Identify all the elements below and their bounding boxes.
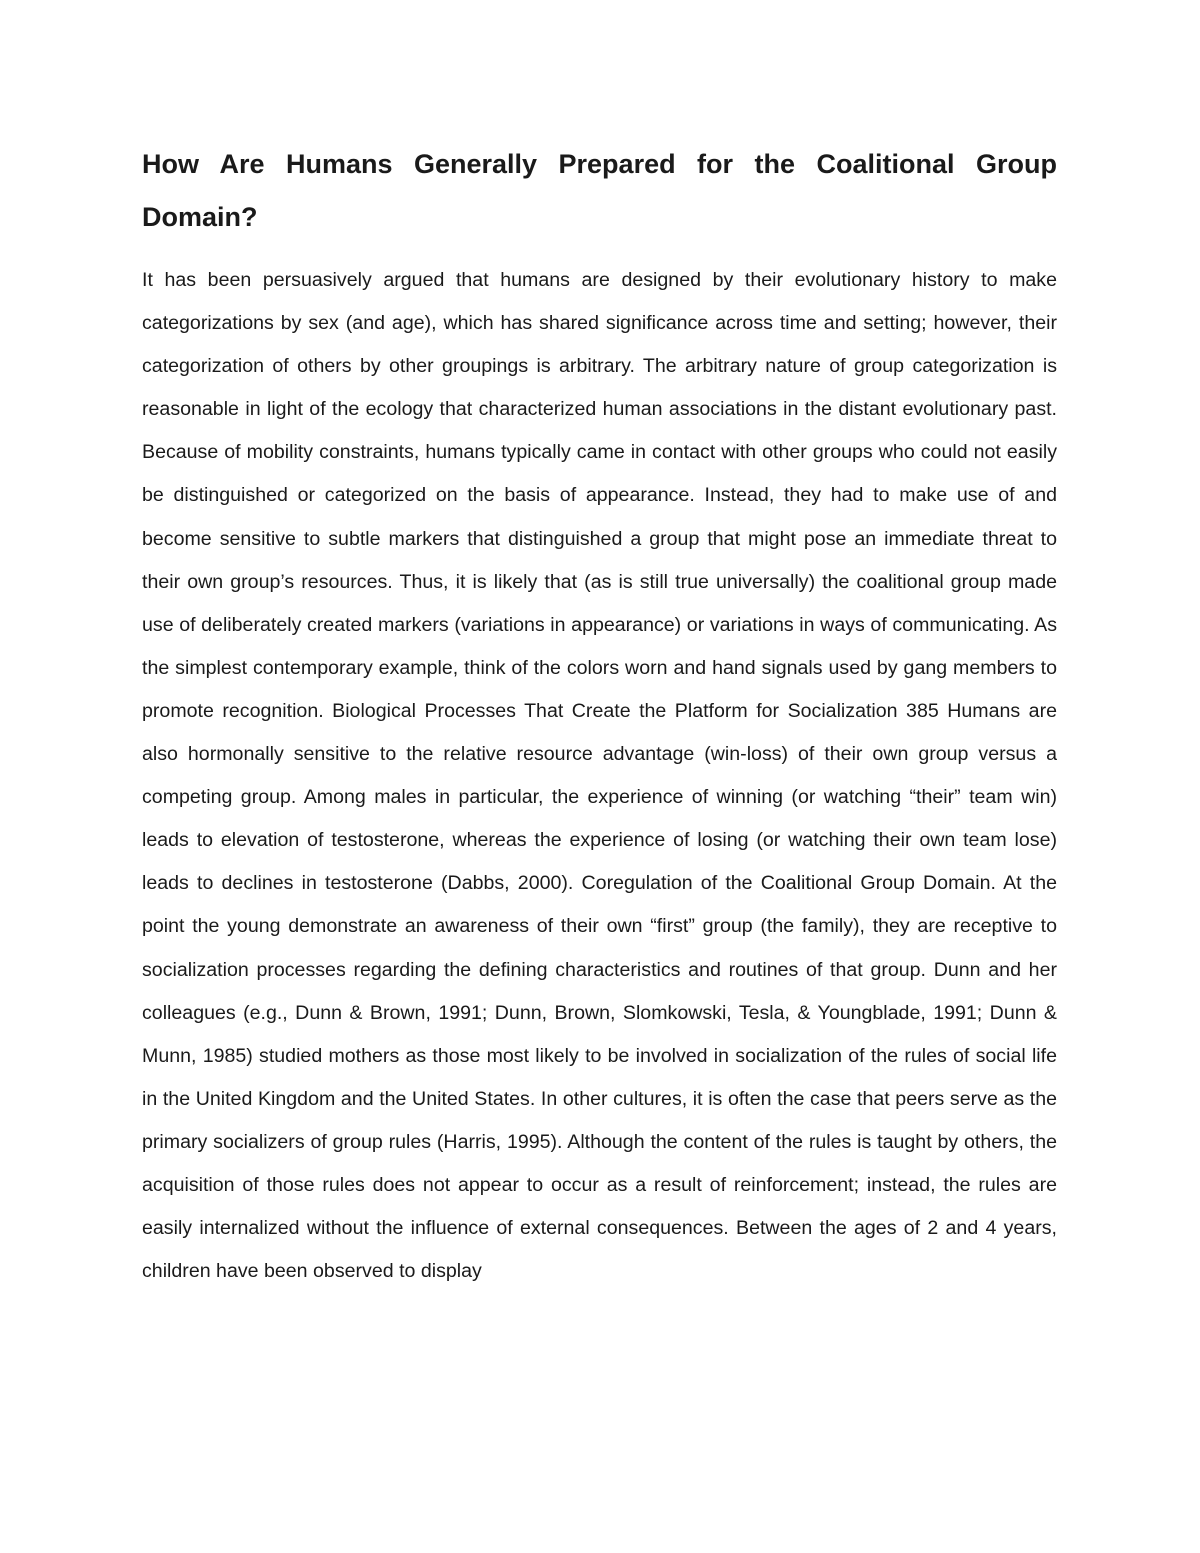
document-content bbox=[142, 138, 1057, 1293]
body-paragraph: It has been persuasively argued that humans are designed by their evolutionary history to make categorizations by sex (and age), which has shared significance across time and setting; however, their categorization of others by other groupings is arbitrary. The arbitrary nature of group categorization is reasonable in light of the ecology that characterized human associations in the distant evolutionary past. Because of mobility constraints, humans typically came in contact with other groups who could not easily be distinguished or categorized on the basis of appearance. Instead, they had to make use of and become sensitive to subtle markers that distinguished a group that might pose an immediate threat to their own group’s resources. Thus, it is likely that (as is still true universally) the coalitional group made use of deliberately created markers (variations in appearance) or variations in ways of communicating. As the simplest contemporary example, think of the colors worn and hand signals used by gang members to promote recognition. Biological Processes That Create the Platform for Socialization 385 Humans are also hormonally sensitive to the relative resource advantage (win-loss) of their own group versus a competing group. Among males in particular, the experience of winning (or watching “their” team win) leads to elevation of testosterone, whereas the experience of losing (or watching their own team lose) leads to declines in testosterone (Dabbs, 2000). Coregulation of the Coalitional Group Domain. At the point the young demonstrate an awareness of their own “first” group (the family), they are receptive to socialization processes regarding the defining characteristics and routines of that group. Dunn and her colleagues (e.g., Dunn & Brown, 1991; Dunn, Brown, Slomkowski, Tesla, & Youngblade, 1991; Dunn & Munn, 1985) studied mothers as those most likely to be involved in socialization of the rules of social life in the United Kingdom and the United States. In other cultures, it is often the case that peers serve as the primary socializers of group rules (Harris, 1995). Although the content of the rules is taught by others, the acquisition of those rules does not appear to occur as a result of reinforcement; instead, the rules are easily internalized without the influence of external consequences. Between the ages of 2 and 4 years, children have been observed to display bbox=[142, 269, 1057, 1283]
section-heading: How Are Humans Generally Prepared for the Coalitional Group Domain? bbox=[142, 149, 1057, 232]
